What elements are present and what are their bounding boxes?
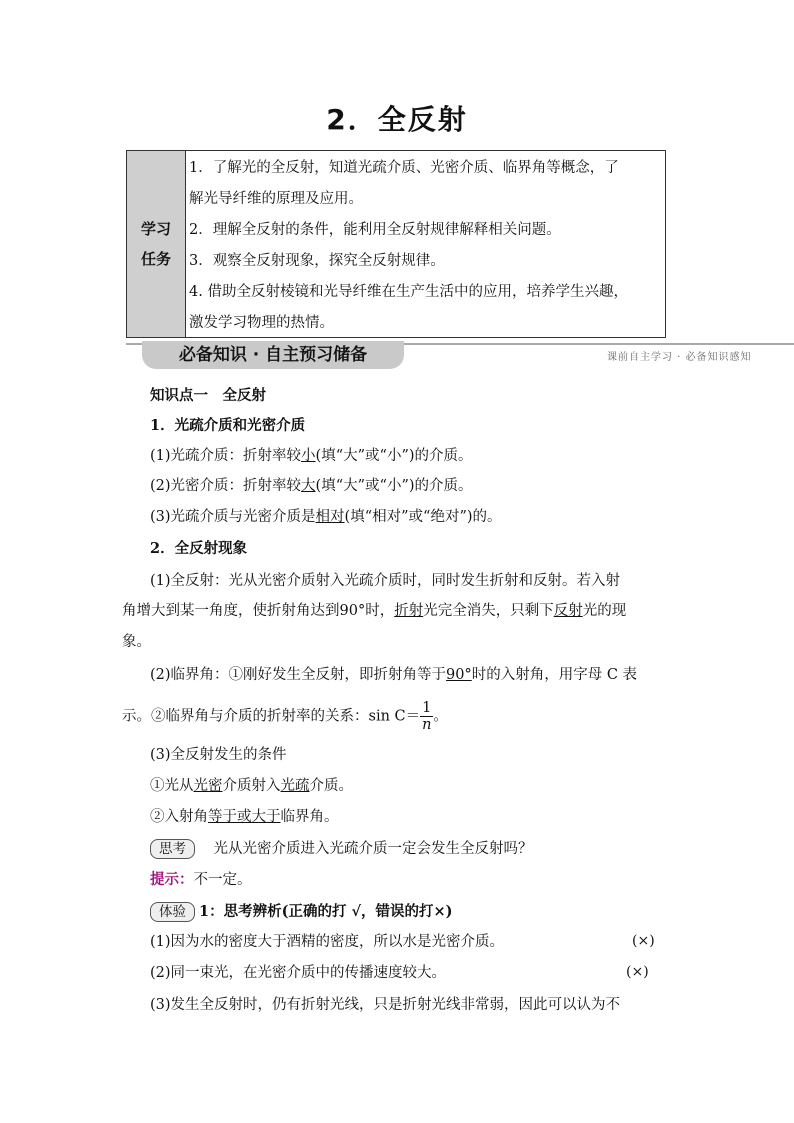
hint: 提示：不一定。 (150, 871, 252, 888)
critical-angle-line1: (2)临界角：①刚好发生全反射，即折射角等于90°时的入射角，用字母 C 表 (150, 667, 638, 683)
task-item: 激发学习物理的热情。 (189, 315, 334, 331)
task-item: 2．理解全反射的条件，能利用全反射规律解释相关问题。 (189, 222, 561, 238)
think-question: 思考 光从光密介质进入光疏介质一定会发生全反射吗？ (150, 834, 710, 864)
task-item: 3．观察全反射现象，探究全反射规律。 (189, 253, 445, 269)
task-item: 4. 借助全反射棱镜和光导纤维在生产生活中的应用，培养学生兴趣， (189, 284, 628, 300)
item-sparse-medium: (1)光疏介质：折射率较小(填“大”或“小”)的介质。 (150, 448, 473, 464)
banner-subtitle: 课前自主学习 · 必备知识感知 (607, 352, 752, 363)
page-title: 2．全反射 (326, 103, 468, 136)
subheading-total-reflection: 2．全反射现象 (150, 540, 248, 557)
condition-heading: (3)全反射发生的条件 (150, 747, 287, 763)
condition-2: ②入射角等于或大于临界角。 (150, 809, 339, 825)
judge-item: (1)因为水的密度大于酒精的密度，所以水是光密介质。 (150, 934, 505, 950)
fraction-1-over-n: $\frac{1}{n}$ (422, 700, 432, 733)
total-reflection-def-line3: 象。 (122, 634, 151, 650)
item-dense-medium: (2)光密介质：折射率较大(填“大”或“小”)的介质。 (150, 478, 473, 494)
section-banner: 必备知识 · 自主预习储备 (142, 341, 404, 369)
task-item: 解光导纤维的原理及应用。 (189, 191, 363, 207)
total-reflection-def-line2: 角增大到某一角度，使折射角达到90°时，折射光完全消失，只剩下反射光的现 (122, 603, 627, 619)
judge-mark: (×) (632, 933, 655, 949)
knowledge-heading: 知识点一 全反射 (150, 387, 266, 404)
experience-tag: 体验 (150, 902, 195, 922)
task-item: 1．了解光的全反射，知道光疏介质、光密介质、临界角等概念，了 (189, 160, 619, 176)
condition-1: ①光从光密介质射入光疏介质。 (150, 778, 353, 794)
task-items (189, 153, 659, 339)
total-reflection-def-line1: (1)全反射：光从光密介质射入光疏介质时，同时发生折射和反射。若入射 (150, 573, 621, 589)
judge-item: (3)发生全反射时，仍有折射光线，只是折射光线非常弱，因此可以认为不 (150, 997, 621, 1013)
critical-angle-line2: 示。②临界角与介质的折射率的关系：sin C＝ $\frac{1}{n}$ 。 (122, 700, 448, 733)
judge-item: (2)同一束光，在光密介质中的传播速度较大。 (150, 965, 447, 981)
task-label-line1: 学习 (140, 220, 171, 238)
subheading-media: 1．光疏介质和光密介质 (150, 417, 306, 434)
task-label (127, 151, 186, 337)
learning-task-table (126, 150, 666, 338)
item-relative: (3)光疏介质与光密介质是相对(填“相对”或“绝对”)的。 (150, 509, 502, 525)
judge-mark: (×) (626, 964, 649, 980)
think-tag: 思考 (150, 839, 195, 859)
experience-heading: 体验 1：思考辨析(正确的打 √，错误的打×) (150, 897, 710, 927)
task-label-line2: 任务 (140, 250, 171, 268)
